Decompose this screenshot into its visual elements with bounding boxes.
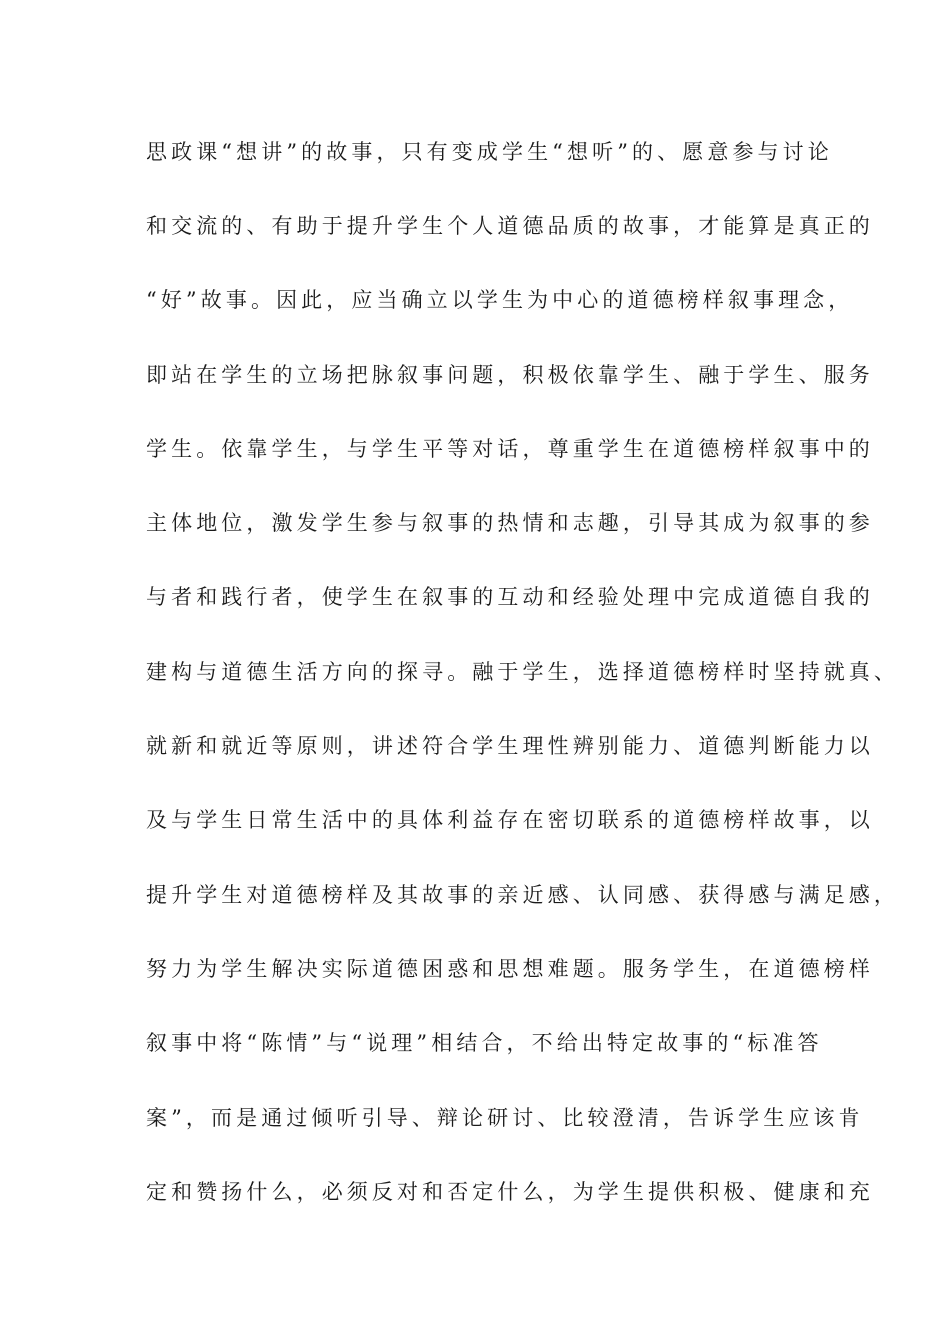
paragraph-line: 和交流的、有助于提升学生个人道德品质的故事，才能算是真正的 [146,214,874,238]
paragraph-line: 努力为学生解决实际道德困惑和思想难题。服务学生，在道德榜样 [146,957,874,981]
paragraph-line: 叙事中将“陈情”与“说理”相结合，不给出特定故事的“标准答 [146,1031,823,1055]
paragraph-line: 思政课“想讲”的故事，只有变成学生“想听”的、愿意参与讨论 [146,140,833,164]
paragraph-line: 与者和践行者，使学生在叙事的互动和经验处理中完成道德自我的 [146,585,874,609]
paragraph-line: 定和赞扬什么，必须反对和否定什么，为学生提供积极、健康和充 [146,1180,874,1204]
paragraph-line: 案”，而是通过倾听引导、辩论研讨、比较澄清，告诉学生应该肯 [146,1106,864,1130]
paragraph-line: 提升学生对道德榜样及其故事的亲近感、认同感、获得感与满足感， [146,883,899,907]
paragraph-line: 就新和就近等原则，讲述符合学生理性辨别能力、道德判断能力以 [146,734,874,758]
paragraph-line: 及与学生日常生活中的具体利益存在密切联系的道德榜样故事，以 [146,808,874,832]
paragraph-line: “好”故事。因此，应当确立以学生为中心的道德榜样叙事理念， [146,288,854,312]
paragraph-line: 建构与道德生活方向的探寻。融于学生，选择道德榜样时坚持就真、 [146,660,899,684]
paragraph-line: 主体地位，激发学生参与叙事的热情和志趣，引导其成为叙事的参 [146,511,874,535]
paragraph-line: 学生。依靠学生，与学生平等对话，尊重学生在道德榜样叙事中的 [146,437,874,461]
paragraph-line: 即站在学生的立场把脉叙事问题，积极依靠学生、融于学生、服务 [146,363,874,387]
